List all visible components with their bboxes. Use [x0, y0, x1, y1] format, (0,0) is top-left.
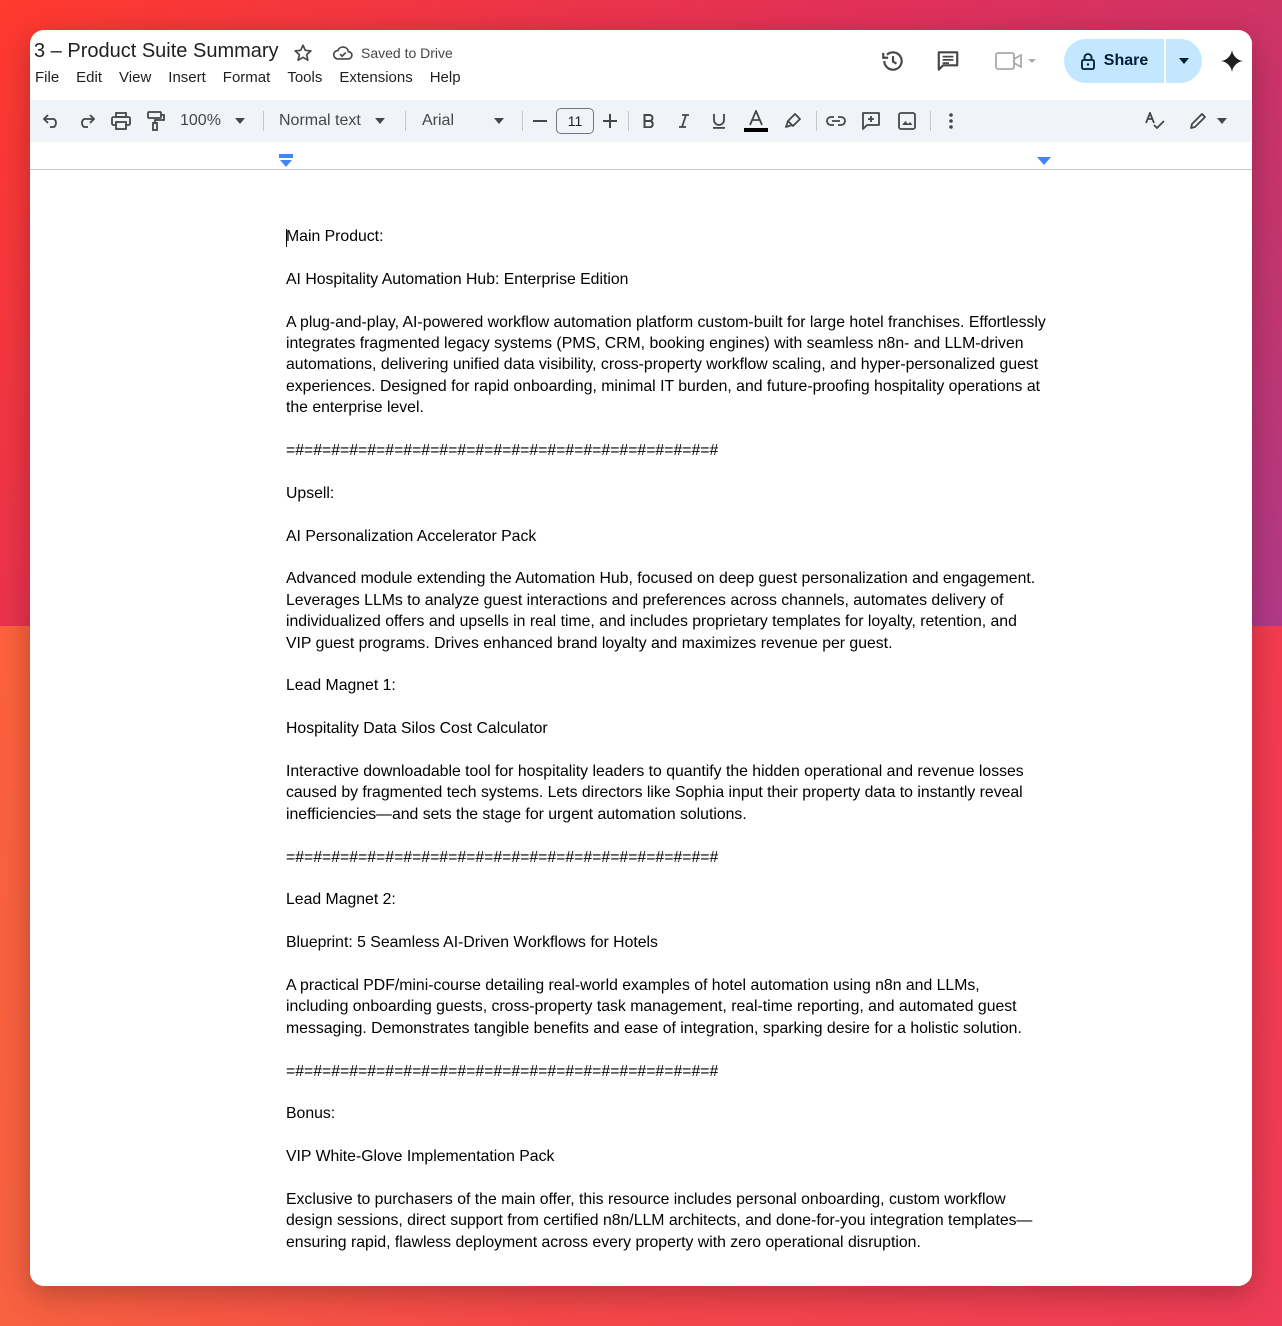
title-bar: [30, 30, 1252, 100]
menu-help[interactable]: Help: [429, 69, 461, 86]
share-dropdown-button[interactable]: [1166, 39, 1202, 83]
paragraph-heading: VIP White-Glove Implementation Pack: [286, 1148, 555, 1166]
decrease-font-size-button[interactable]: [530, 109, 550, 133]
lock-icon: [1080, 52, 1096, 70]
style-value: Normal text: [279, 112, 361, 129]
print-button[interactable]: [109, 109, 133, 133]
caret-down-icon: [1179, 58, 1189, 64]
paragraph-divider: =#=#=#=#=#=#=#=#=#=#=#=#=#=#=#=#=#=#=#=#=#=#=#=#: [286, 1062, 719, 1080]
menu-file[interactable]: File: [35, 69, 60, 86]
caret-down-icon: [235, 118, 245, 124]
paragraph-label: Bonus:: [286, 1105, 336, 1123]
paragraph-divider: =#=#=#=#=#=#=#=#=#=#=#=#=#=#=#=#=#=#=#=#=#=#=#=#: [286, 442, 719, 460]
ruler: [30, 142, 1252, 170]
toolbar-divider: [405, 111, 406, 131]
highlighter-icon: [785, 113, 801, 129]
text-color-button[interactable]: [743, 109, 769, 133]
font-value: Arial: [422, 112, 455, 129]
more-vert-icon: [949, 113, 953, 129]
menu-view[interactable]: View: [119, 69, 152, 86]
menu-bar: [35, 69, 478, 86]
paragraph-body: Advanced module extending the Automation Hub, focused on deep guest personalization and engagement. Leverages LLMs to analyze guest interactions and preferences across channels, automates delivery of individualized offers and upsells in real time, and includes proprietary templates for loyalty, retention, and VIP guest programs. Drives enhanced brand loyalty and maximizes revenue per guest.: [286, 570, 1040, 652]
document-page[interactable]: [30, 171, 1252, 1286]
highlight-color-button[interactable]: [782, 109, 804, 133]
underline-button[interactable]: [708, 109, 730, 133]
redo-icon: [77, 114, 95, 128]
bold-icon: [643, 114, 655, 128]
plus-icon: [603, 114, 617, 128]
paragraph-body: Interactive downloadable tool for hospitality leaders to quantify the hidden operational and revenue losses caused by fragmented tech systems. Lets directors like Sophia input their property data to instantly reveal inefficiencies—and sets the stage for urgent automation solutions.: [286, 763, 1029, 823]
save-status: Saved to Drive: [361, 45, 453, 61]
undo-button[interactable]: [40, 109, 64, 133]
cloud-saved-icon[interactable]: [332, 43, 354, 63]
toolbar-divider: [816, 111, 817, 131]
caret-down-icon: [494, 118, 504, 124]
share-button[interactable]: [1064, 39, 1164, 83]
paragraph-body: Exclusive to purchasers of the main offer, this resource includes personal onboarding, custom workflow design sessions, direct support from certified n8n/LLM architects, and done-for-you integration templates—ensuring rapid, flawless deployment across every property with zero operational disruption.: [286, 1191, 1033, 1251]
insert-image-button[interactable]: [895, 109, 919, 133]
docs-window: [30, 30, 1252, 1286]
add-comment-icon: [861, 111, 881, 131]
paragraph-heading: Blueprint: 5 Seamless AI-Driven Workflows for Hotels: [286, 934, 658, 952]
redo-button[interactable]: [74, 109, 98, 133]
version-history-icon[interactable]: [880, 48, 906, 74]
toolbar-divider: [522, 111, 523, 131]
underline-icon: [712, 113, 726, 129]
menu-insert[interactable]: Insert: [168, 69, 206, 86]
spelling-check-button[interactable]: [1143, 109, 1167, 133]
paragraph-style-select[interactable]: [279, 109, 391, 133]
menu-extensions[interactable]: Extensions: [339, 69, 413, 86]
link-icon: [826, 116, 846, 126]
paint-format-icon: [147, 111, 165, 131]
increase-font-size-button[interactable]: [600, 109, 620, 133]
caret-down-icon: [375, 118, 385, 124]
font-select[interactable]: [422, 109, 510, 133]
text-color-icon: [744, 110, 768, 132]
gemini-icon[interactable]: [1220, 49, 1244, 73]
zoom-select[interactable]: [180, 109, 252, 133]
paragraph-divider: =#=#=#=#=#=#=#=#=#=#=#=#=#=#=#=#=#=#=#=#=#=#=#=#: [286, 848, 719, 866]
star-icon[interactable]: [292, 42, 314, 64]
paragraph-label: Lead Magnet 1:: [286, 677, 396, 695]
pencil-icon: [1189, 112, 1207, 130]
print-icon: [111, 112, 131, 130]
paragraph-heading: AI Personalization Accelerator Pack: [286, 527, 537, 545]
menu-edit[interactable]: Edit: [76, 69, 103, 86]
share-group: [1064, 39, 1202, 83]
zoom-value: 100%: [180, 112, 221, 129]
right-indent-marker-icon[interactable]: [1037, 157, 1051, 167]
paragraph-label: Lead Magnet 2:: [286, 891, 396, 909]
caret-down-icon: [1217, 118, 1227, 124]
italic-icon: [678, 114, 690, 128]
more-options-button[interactable]: [940, 109, 962, 133]
toolbar-divider: [930, 111, 931, 131]
paragraph-body: A practical PDF/mini-course detailing real-world examples of hotel automation using n8n and LLMs, including onboarding guests, cross-property task management, real-time reporting, and automated guest messaging. Demonstrates tangible benefits and ease of integration, sparking desire for a holistic solution.: [286, 977, 1022, 1037]
paint-format-button[interactable]: [144, 109, 168, 133]
document-title[interactable]: 3 – Product Suite Summary: [34, 40, 279, 62]
insert-link-button[interactable]: [824, 109, 848, 133]
menu-format[interactable]: Format: [222, 69, 271, 86]
font-size-input[interactable]: 11: [556, 108, 594, 134]
paragraph-heading: AI Hospitality Automation Hub: Enterprise Edition: [286, 270, 629, 288]
menu-tools[interactable]: Tools: [287, 69, 323, 86]
toolbar-divider: [628, 111, 629, 131]
italic-button[interactable]: [673, 109, 695, 133]
editing-mode-button[interactable]: [1186, 109, 1230, 133]
document-body[interactable]: [286, 226, 1051, 1275]
toolbar-divider: [263, 111, 264, 131]
paragraph-label: Main Product:: [286, 228, 384, 245]
image-icon: [898, 112, 916, 130]
meet-icon[interactable]: [994, 50, 1038, 72]
share-label: Share: [1103, 52, 1149, 69]
bold-button[interactable]: [638, 109, 660, 133]
spellcheck-icon: [1145, 112, 1165, 130]
left-indent-marker-icon[interactable]: [279, 154, 293, 168]
paragraph-body: A plug-and-play, AI-powered workflow automation platform custom-built for large hotel franchises. Effortlessly integrates fragmented legacy systems (PMS, CRM, booking engines) with seamless n8n- and LLM-driven automations, delivering unified data visibility, cross-property workflow scaling, and hyper-personalized guest experiences. Designed for rapid onboarding, minimal IT burden, and future-proofing hospitality operations at the enterprise level.: [286, 313, 1051, 417]
undo-icon: [43, 114, 61, 128]
paragraph-label: Upsell:: [286, 484, 335, 502]
paragraph-heading: Hospitality Data Silos Cost Calculator: [286, 720, 548, 738]
formatting-toolbar: [30, 100, 1252, 142]
minus-icon: [533, 120, 547, 122]
comments-icon[interactable]: [935, 48, 961, 74]
add-comment-button[interactable]: [859, 109, 883, 133]
